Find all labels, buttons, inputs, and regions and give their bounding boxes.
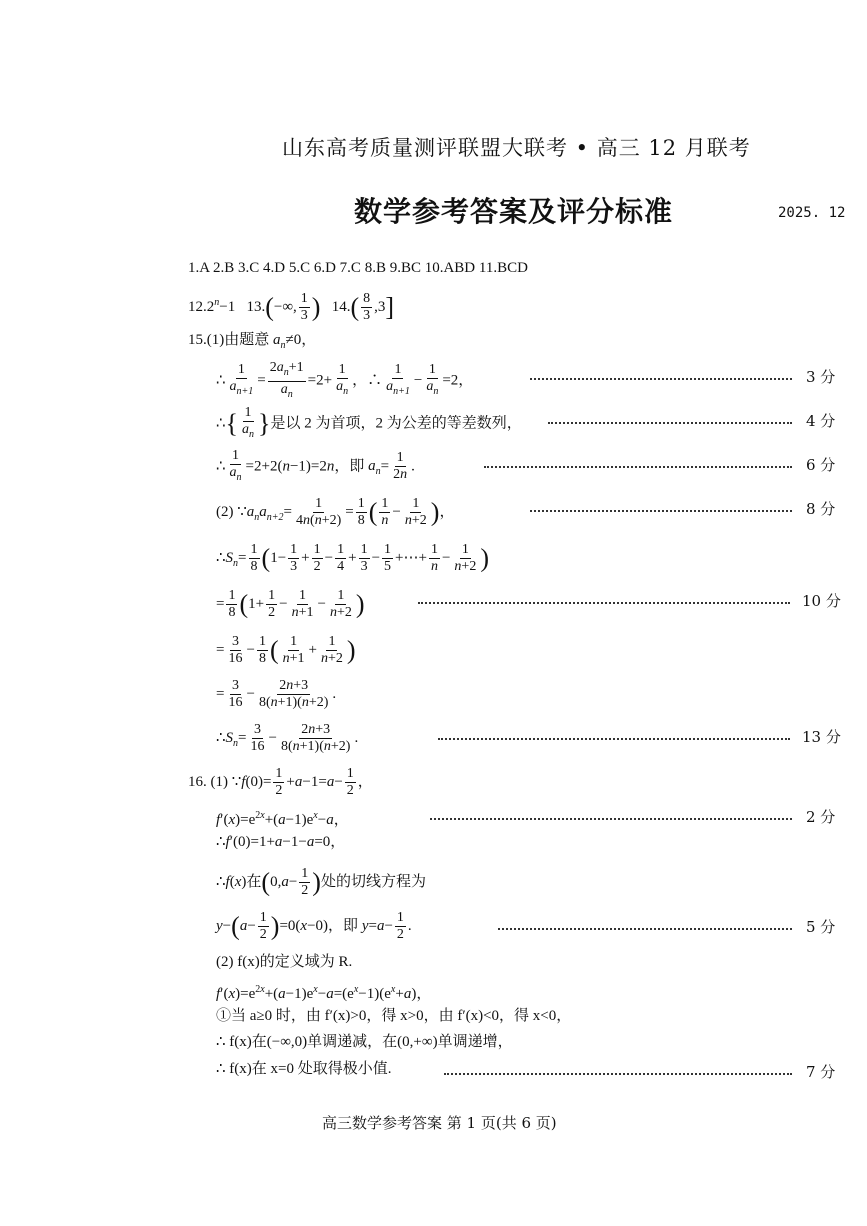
q15-line2: ∴{ $\frac{1}{a_n}$ }是以 2 为首项，2 为公差的等差数列， (216, 405, 522, 440)
q15-sum4: = $\frac{3}{16}$ − $\frac{2n+3}{8(n+1)(n+2)}$ . (216, 678, 337, 710)
q16-tangent-label: ∴f(x)在(0,a− $\frac{1}{2}$ )处的切线方程为 (216, 866, 426, 898)
q15-sum1: $\therefore S_n=$ $\frac{1}{8}$ (1− $\frac{1}{3}$ + $\frac{1}{2}$ − $\frac{1}{4}$ + $\frac{1}{3}$ − $\frac{1}{5}$ +⋯+ $\frac{1}{n}$ − $\frac{1}{n+2}$ ) (216, 542, 489, 574)
score: 2 分 (806, 808, 836, 826)
q15-line3: ∴ $\frac{1}{a_n}$ =2+2(n−1)=2n，即 $a_n=$ $\frac{1}{2n}$ . (216, 448, 415, 483)
exam-header: 山东高考质量测评联盟大联考 • 高三 12 月联考 (282, 136, 751, 160)
score: 4 分 (806, 412, 836, 430)
page-footer: 高三数学参考答案 第 1 页(共 6 页) (322, 1114, 557, 1132)
date: 2025. 12 (778, 205, 846, 221)
q15-sum2: = $\frac{1}{8}$ (1+ $\frac{1}{2}$ − $\frac{1}{n+1}$ − $\frac{1}{n+2}$ ) (216, 588, 365, 620)
score: 6 分 (806, 456, 836, 474)
leader-dots (430, 818, 792, 820)
q15-line1: ∴ $\frac{1}{a_{n+1}}$ = $\frac{2a_n+1}{a_n}$ =2+ $\frac{1}{a_n}$ ，∴ $\frac{1}{a_{n+1}}$ − $\frac{1}{a_n}$ =2， (216, 360, 474, 400)
q16-deriv0: ∴f′(0)=1+a−1−a=0， (216, 834, 346, 850)
q15-result: $\therefore S_n=$ $\frac{3}{16}$ − $\frac{2n+3}{8(n+1)(n+2)}$ . (216, 722, 359, 754)
q16-min: ∴ f(x)在 x=0 处取得极小值. (216, 1061, 392, 1077)
leader-dots (484, 466, 792, 468)
q15-intro: 15.(1)由题意 $a_n\ne 0$， (188, 332, 317, 351)
leader-dots (530, 510, 792, 512)
leader-dots (438, 738, 790, 740)
choice-answers: 1.A 2.B 3.C 4.D 5.C 6.D 7.C 8.B 9.BC 10.ABD 11.BCD (188, 260, 528, 276)
leader-dots (548, 422, 792, 424)
q16-deriv2: $f'(x)=e^{2x}+(a-1)e^x-a=(e^x-1)(e^x+a)$， (216, 984, 432, 1002)
q16-tangent-eq: y−(a− $\frac{1}{2}$ )=0(x−0)，即 y=a− $\frac{1}{2}$ . (216, 910, 412, 942)
page-title: 数学参考答案及评分标准 (354, 195, 674, 228)
score: 3 分 (806, 368, 836, 386)
q16-deriv: $f'(x)=e^{2x}+(a-1)e^x-a$， (216, 810, 349, 828)
leader-dots (530, 378, 792, 380)
score: 10 分 (802, 592, 841, 610)
score: 7 分 (806, 1063, 836, 1081)
leader-dots (444, 1073, 792, 1075)
q16-mono: ∴ f(x)在(−∞,0)单调递减，在(0,+∞)单调递增， (216, 1034, 513, 1050)
q16-case1: ①当 a≥0 时，由 f′(x)>0，得 x>0，由 f′(x)<0，得 x<0， (216, 1008, 572, 1024)
score: 13 分 (802, 728, 841, 746)
q15-part2: (2) $\because a_na_{n+2}=$ $\frac{1}{4n(n+2)}$ = $\frac{1}{8}$ ( $\frac{1}{n}$ − $\frac{1}{n+2}$ )， (216, 496, 455, 528)
q16-intro: 16. (1) ∵f(0)= $\frac{1}{2}$ +a−1=a− $\frac{1}{2}$ ， (188, 766, 373, 798)
leader-dots (498, 928, 792, 930)
leader-dots (418, 602, 790, 604)
score: 5 分 (806, 918, 836, 936)
score: 8 分 (806, 500, 836, 518)
q15-sum3: = $\frac{3}{16}$ − $\frac{1}{8}$ ( $\frac{1}{n+1}$ + $\frac{1}{n+2}$ ) (216, 634, 356, 666)
fill-answers: $12.2^n-1$ 13.(−∞, $\frac{1}{3}$ ) 14.( $\frac{8}{3}$ ,3] (188, 291, 395, 323)
q16-domain: (2) f(x)的定义域为 R. (216, 954, 353, 970)
